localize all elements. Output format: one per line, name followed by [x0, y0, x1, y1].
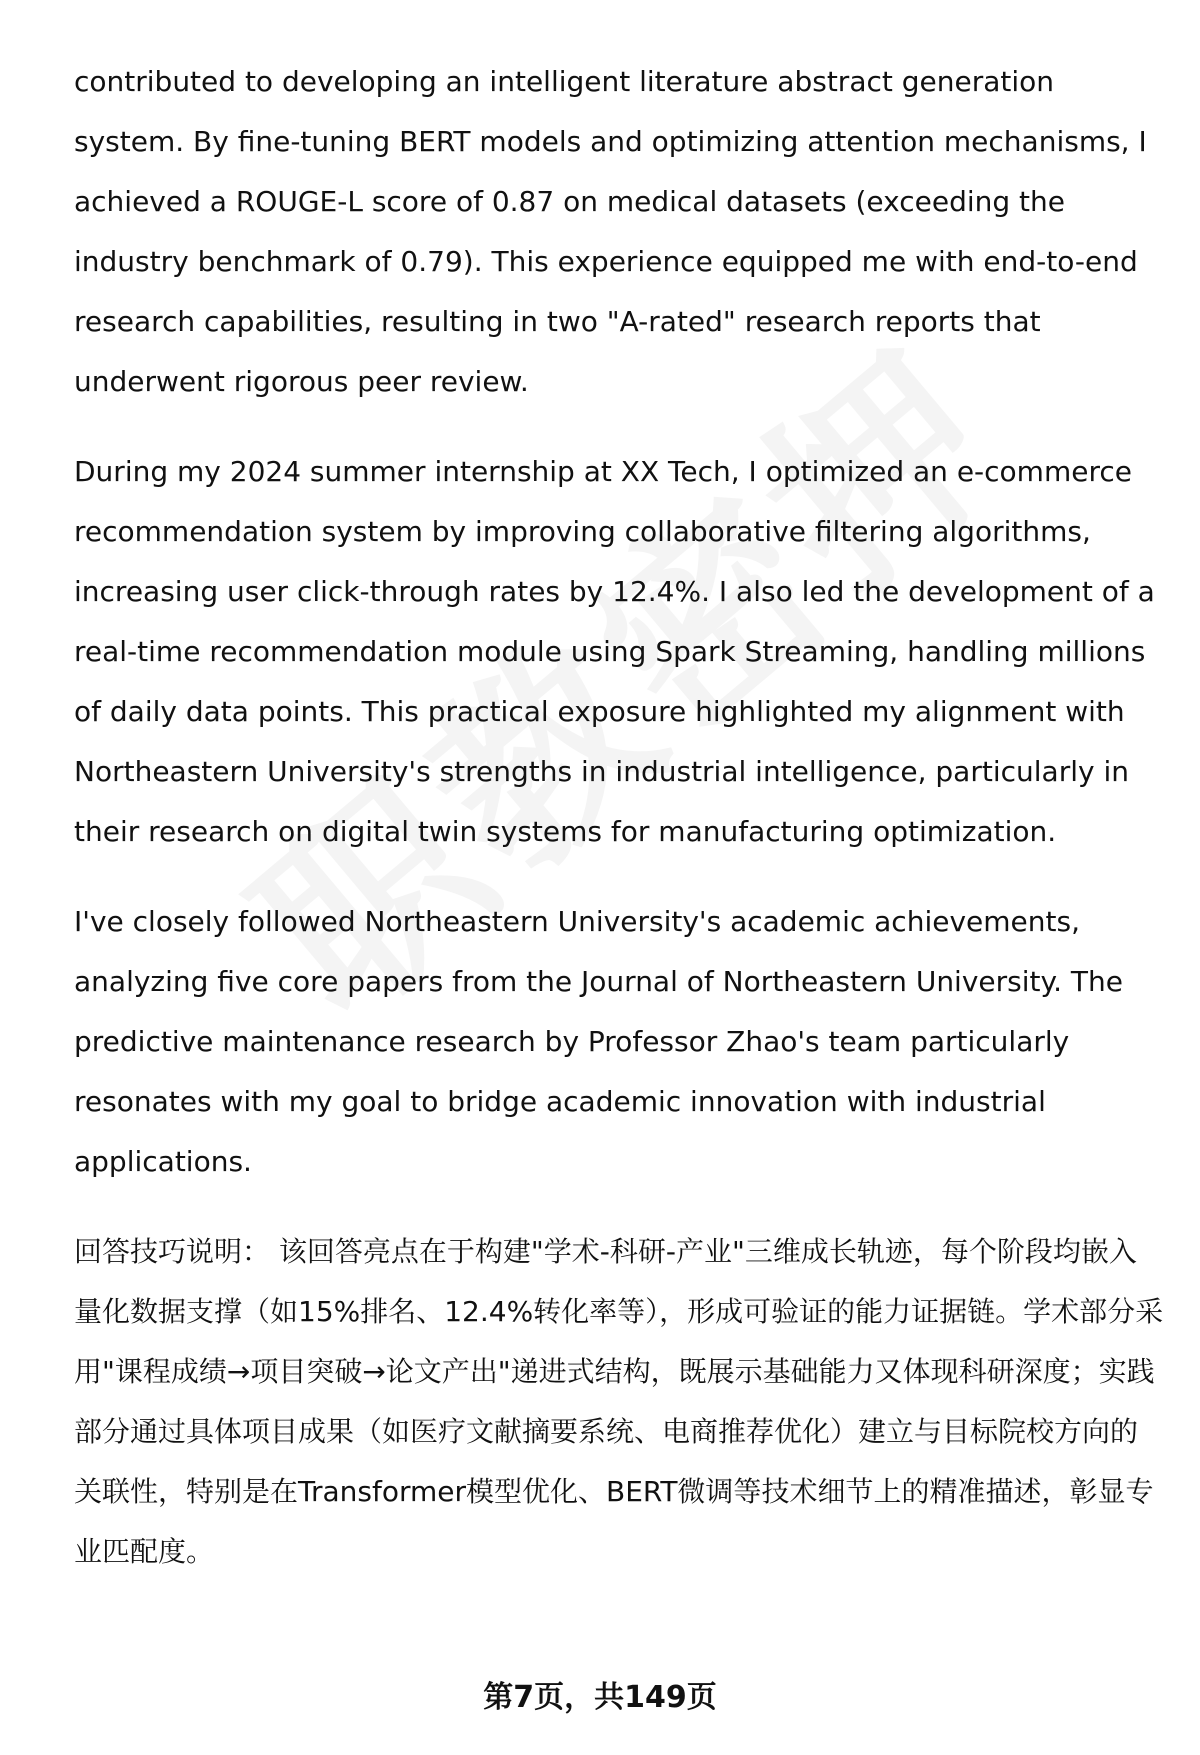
paragraph-academic-follow: I've closely followed Northeastern University's academic achievements, analyzing five core papers from the Journal of Northeastern University. The predictive maintenance research by Professor Zhao's team particularly resonates with my goal to bridge academic innovation with industrial applications. [74, 905, 1123, 1178]
paragraph-research: contributed to developing an intelligent literature abstract generation system. By fine-tuning BERT models and optimizing attention mechanisms, I achieved a ROUGE-L score of 0.87 on medical datasets (exceeding the industry benchmark of 0.79). This experience equipped me with end-to-end research capabilities, resulting in two "A-rated" research reports that underwent rigorous peer review. [74, 65, 1147, 398]
paragraph-answer-tips: 回答技巧说明： 该回答亮点在于构建"学术-科研-产业"三维成长轨迹，每个阶段均嵌入量化数据支撑（如15%排名、12.4%转化率等），形成可验证的能力证据链。学术部分采用"课程成绩→项目突破→论文产出"递进式结构，既展示基础能力又体现科研深度；实践部分通过具体项目成果（如医疗文献摘要系统、电商推荐优化）建立与目标院校方向的关联性，特别是在Transformer模型优化、BERT微调等技术细节上的精准描述，彰显专业匹配度。 [74, 1235, 1164, 1568]
page-number: 第7页，共149页 [483, 1680, 717, 1715]
document-body [74, 52, 1164, 1612]
paragraph-internship: During my 2024 summer internship at XX Tech, I optimized an e-commerce recommendation system by improving collaborative filtering algorithms, increasing user click-through rates by 12.4%. I also led the development of a real-time recommendation module using Spark Streaming, handling millions of daily data points. This practical exposure highlighted my alignment with Northeastern University's strengths in industrial intelligence, particularly in their research on digital twin systems for manufacturing optimization. [74, 455, 1155, 848]
